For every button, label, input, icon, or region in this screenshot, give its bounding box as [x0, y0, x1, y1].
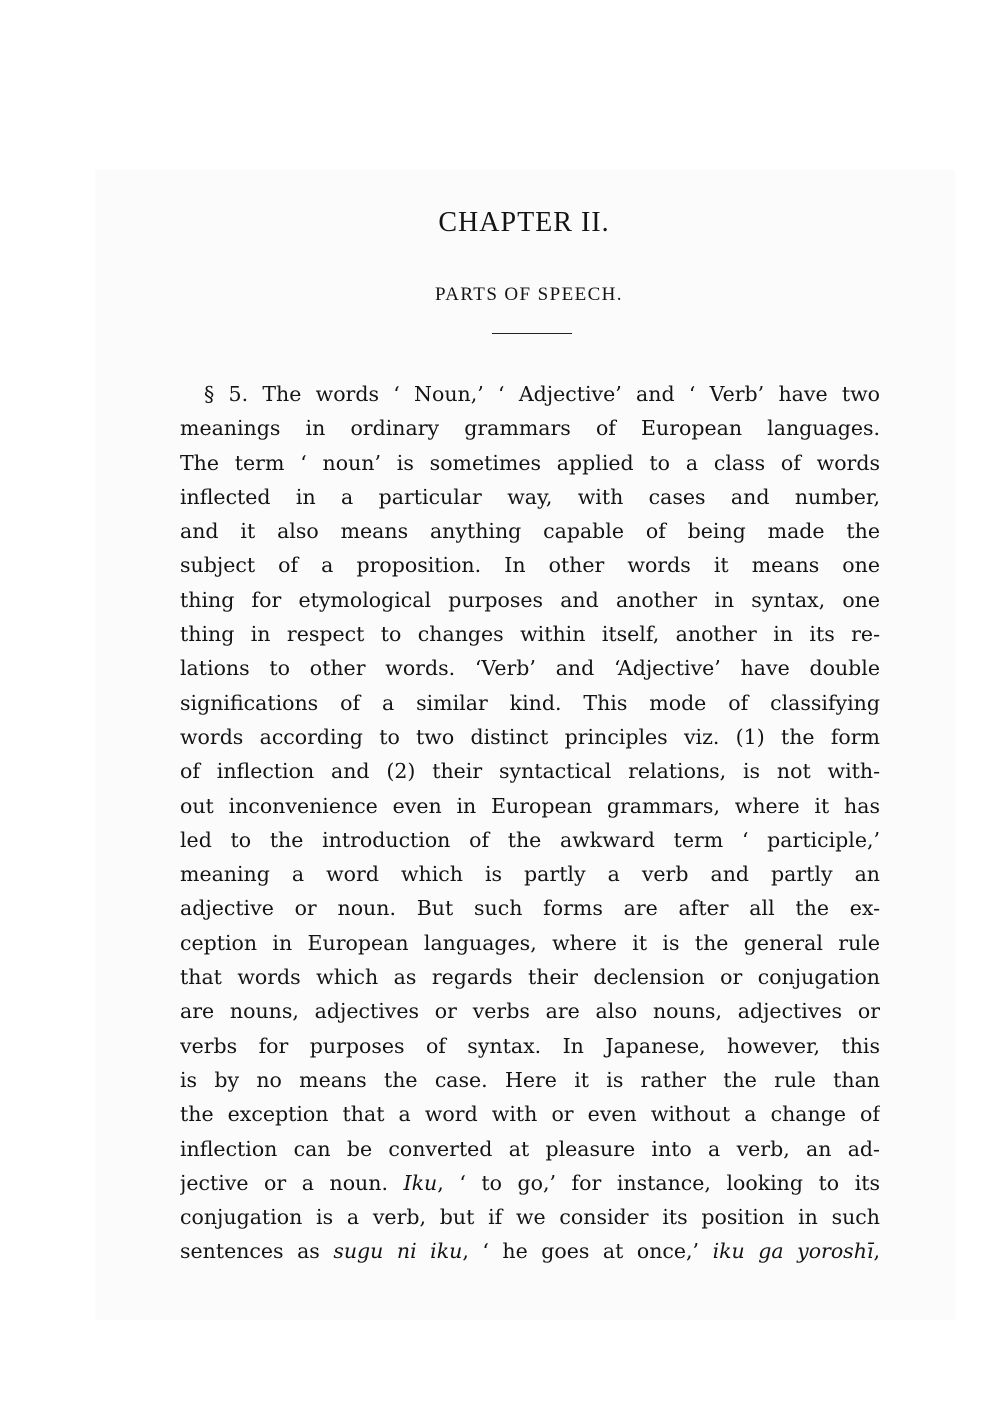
- text-line: [180, 1132, 880, 1166]
- text-line: [180, 480, 880, 514]
- text-line: [180, 514, 880, 548]
- text-line: [180, 857, 880, 891]
- text-line: [180, 686, 880, 720]
- text-line: [180, 617, 880, 651]
- text-segment: that words which as regards their declension or conjugation: [180, 965, 880, 990]
- text-line: [180, 1063, 880, 1097]
- text-segment: sentences as: [180, 1239, 334, 1264]
- text-segment: lations to other words. ‘Verb’ and ‘Adjective’ have double: [180, 656, 880, 681]
- text-segment: inflected in a particular way, with cases and number,: [180, 484, 880, 509]
- italic-term: sugu ni iku: [333, 1239, 463, 1264]
- text-segment: inflection can be converted at pleasure into a verb, an ad-: [180, 1136, 880, 1161]
- text-segment: meanings in ordinary grammars of European languages.: [180, 416, 880, 441]
- text-segment: out inconvenience even in European grammars, where it has: [180, 793, 880, 818]
- text-line: [180, 583, 880, 617]
- text-segment: are nouns, adjectives or verbs are also nouns, adjectives or: [180, 999, 880, 1024]
- text-line: [180, 548, 880, 582]
- text-line: [180, 720, 880, 754]
- text-line: [180, 891, 880, 925]
- text-line: [180, 1097, 880, 1131]
- title-divider: [492, 333, 572, 334]
- text-segment: the exception that a word with or even without a change of: [180, 1102, 880, 1127]
- text-line: [180, 994, 880, 1028]
- text-segment: conjugation is a verb, but if we consider its position in such: [180, 1205, 880, 1230]
- text-segment: meaning a word which is partly a verb and partly an: [180, 862, 880, 887]
- chapter-title: CHAPTER II.: [438, 207, 610, 238]
- text-segment: of inflection and (2) their syntactical relations, is not with-: [180, 759, 880, 784]
- text-line: [180, 446, 880, 480]
- text-line: [180, 960, 880, 994]
- text-segment: The term ‘ noun’ is sometimes applied to a class of words: [180, 450, 880, 475]
- text-segment: and it also means anything capable of being made the: [180, 519, 880, 544]
- text-line: [180, 411, 880, 445]
- text-segment: , ‘ to go,’ for instance, looking to its: [437, 1170, 880, 1195]
- text-line: [180, 926, 880, 960]
- text-segment: ception in European languages, where it is the general rule: [180, 930, 880, 955]
- text-segment: thing in respect to changes within itself, another in its re-: [180, 622, 880, 647]
- text-line: [180, 789, 880, 823]
- text-line: [180, 1166, 880, 1200]
- section-title: PARTS OF SPEECH.: [435, 284, 623, 305]
- text-segment: words according to two distinct principles viz. (1) the form: [180, 724, 880, 749]
- italic-term: Iku: [403, 1170, 438, 1195]
- text-segment: § 5. The words ‘ Noun,’ ‘ Adjective’ and ‘ Verb’ have two: [204, 382, 880, 406]
- text-line: [180, 754, 880, 788]
- text-segment: verbs for purposes of syntax. In Japanese, however, this: [180, 1033, 880, 1058]
- text-segment: ,: [873, 1239, 880, 1264]
- text-segment: significations of a similar kind. This mode of classifying: [180, 690, 880, 715]
- text-segment: , ‘ he goes at once,’: [462, 1239, 713, 1264]
- text-line: [180, 823, 880, 857]
- text-line: [180, 377, 880, 411]
- italic-term: iku ga yoroshī: [712, 1239, 874, 1264]
- text-line: [180, 1029, 880, 1063]
- text-line: [180, 651, 880, 685]
- text-segment: subject of a proposition. In other words it means one: [180, 553, 880, 578]
- text-segment: jective or a noun.: [180, 1170, 404, 1195]
- text-segment: led to the introduction of the awkward term ‘ participle,’: [180, 827, 880, 852]
- text-line: [180, 1234, 880, 1268]
- text-segment: adjective or noun. But such forms are after all the ex-: [180, 896, 880, 921]
- text-segment: is by no means the case. Here it is rather the rule than: [180, 1067, 880, 1092]
- text-segment: thing for etymological purposes and another in syntax, one: [180, 587, 880, 612]
- body-text: [180, 377, 880, 1269]
- text-line: [180, 1200, 880, 1234]
